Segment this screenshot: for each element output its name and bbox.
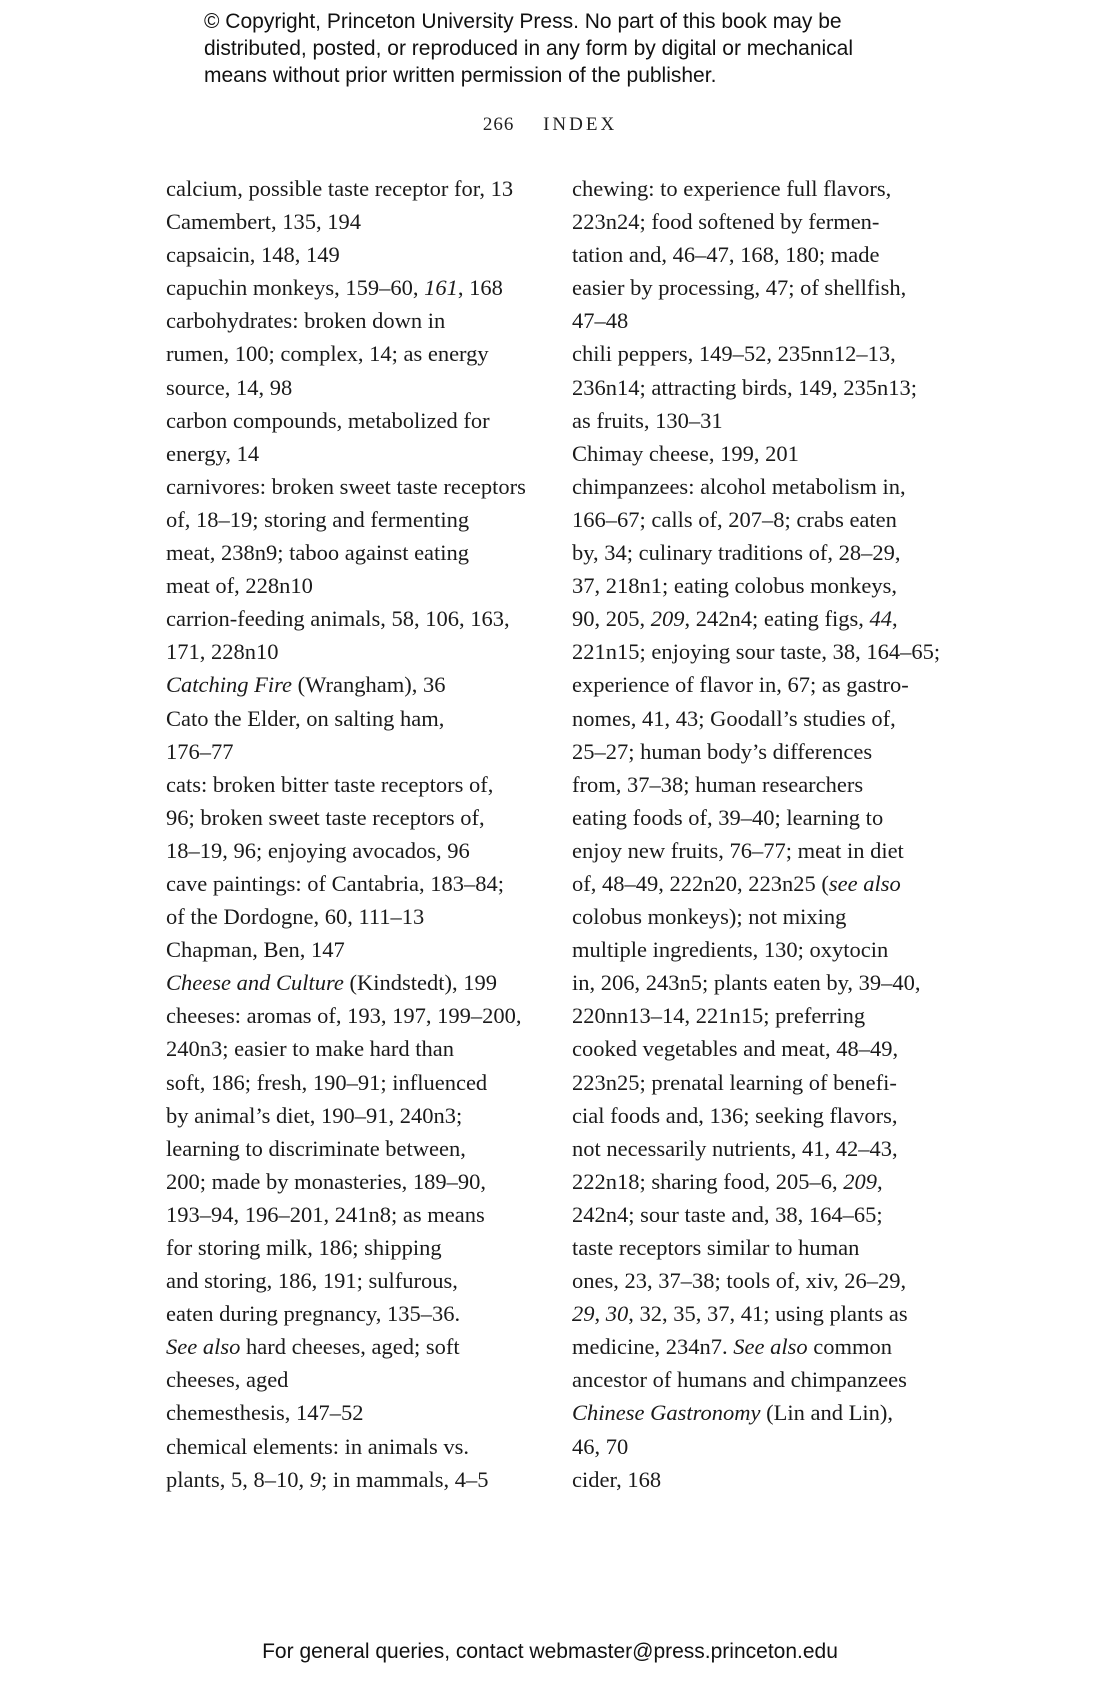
italic-segment: 9 bbox=[309, 1466, 321, 1492]
index-entry-line bbox=[166, 1032, 538, 1065]
index-entry-line bbox=[166, 1430, 538, 1463]
text-segment: carnivores: broken sweet taste receptors bbox=[166, 473, 526, 499]
copyright-notice bbox=[204, 8, 964, 89]
index-entry bbox=[166, 172, 538, 205]
index-entry bbox=[166, 304, 538, 403]
index-column-left bbox=[166, 172, 538, 1496]
index-entry-line bbox=[572, 205, 944, 238]
text-segment: , 242n4; eating figs, bbox=[684, 606, 870, 632]
index-entry bbox=[166, 768, 538, 867]
text-segment: , 168 bbox=[457, 275, 503, 301]
text-segment: 171, 228n10 bbox=[166, 639, 279, 665]
index-entry-line bbox=[572, 1198, 944, 1231]
text-segment: cave paintings: of Cantabria, 183–84; bbox=[166, 870, 505, 896]
text-segment: 240n3; easier to make hard than bbox=[166, 1036, 455, 1062]
index-entry bbox=[572, 470, 944, 1397]
text-segment: 46, 70 bbox=[572, 1433, 629, 1459]
text-segment: cider, 168 bbox=[572, 1466, 662, 1492]
italic-segment: 44 bbox=[869, 606, 892, 632]
italic-segment: 209 bbox=[843, 1168, 877, 1194]
text-segment: 221n15; enjoying sour taste, 38, 164–65; bbox=[572, 639, 941, 665]
index-entry-line bbox=[166, 1165, 538, 1198]
text-segment: ones, 23, 37–38; tools of, xiv, 26–29, bbox=[572, 1268, 907, 1294]
text-segment: for storing milk, 186; shipping bbox=[166, 1235, 442, 1260]
index-entry-line bbox=[166, 172, 538, 205]
text-segment: chemical elements: in animals vs. bbox=[166, 1433, 470, 1459]
text-segment: eating foods of, 39–40; learning to bbox=[572, 804, 884, 830]
text-segment: Cato the Elder, on salting ham, bbox=[166, 705, 445, 731]
text-segment: ; in mammals, 4–5 bbox=[321, 1466, 489, 1492]
index-entry-line bbox=[572, 668, 944, 701]
index-entry-line bbox=[572, 635, 944, 668]
index-entry-line bbox=[572, 1463, 944, 1496]
index-entry-line bbox=[572, 503, 944, 536]
text-segment: 176–77 bbox=[166, 738, 234, 764]
index-entry-line bbox=[166, 1099, 538, 1132]
italic-segment: Cheese and Culture bbox=[166, 970, 344, 996]
index-entry-line bbox=[166, 635, 538, 668]
italic-segment: 209 bbox=[650, 606, 685, 632]
index-column-right bbox=[572, 172, 944, 1496]
index-entry-line bbox=[572, 933, 944, 966]
text-segment: rumen, 100; complex, 14; as energy bbox=[166, 341, 489, 367]
text-segment: carrion-feeding animals, 58, 106, 163, bbox=[166, 606, 510, 632]
text-segment: 223n24; food softened by fermen- bbox=[572, 209, 880, 235]
index-entry-line bbox=[572, 172, 944, 205]
italic-segment: see also bbox=[828, 870, 901, 896]
index-entry-line bbox=[572, 801, 944, 834]
text-segment: hard cheeses, aged; soft bbox=[240, 1334, 460, 1360]
index-entry-line bbox=[166, 470, 538, 503]
index-entry bbox=[166, 404, 538, 470]
italic-segment: 30 bbox=[605, 1301, 629, 1327]
index-entry-line bbox=[572, 1396, 944, 1429]
text-segment: cooked vegetables and meat, 48–49, bbox=[572, 1036, 899, 1062]
index-entry-line bbox=[572, 1330, 944, 1363]
text-segment: 222n18; sharing food, 205–6, bbox=[572, 1168, 844, 1194]
italic-segment: 29 bbox=[572, 1301, 595, 1327]
text-segment: carbohydrates: broken down in bbox=[166, 308, 446, 334]
index-entry-line bbox=[572, 867, 944, 900]
text-segment: chemesthesis, 147–52 bbox=[166, 1400, 364, 1426]
text-segment: not necessarily nutrients, 41, 42–43, bbox=[572, 1135, 898, 1161]
text-segment: as fruits, 130–31 bbox=[572, 407, 723, 433]
index-entry bbox=[166, 1430, 538, 1496]
index-entry-line bbox=[166, 304, 538, 337]
text-segment: of, 48–49, 222n20, 223n25 ( bbox=[572, 870, 829, 896]
index-entry-line bbox=[166, 404, 538, 437]
text-segment: energy, 14 bbox=[166, 440, 260, 466]
text-segment: 200; made by monasteries, 189–90, bbox=[166, 1168, 486, 1194]
index-entry bbox=[166, 238, 538, 271]
running-head bbox=[0, 114, 1100, 136]
index-entry-line bbox=[572, 768, 944, 801]
text-segment: cial foods and, 136; seeking flavors, bbox=[572, 1102, 898, 1128]
index-entry bbox=[572, 172, 944, 337]
index-entry-line bbox=[166, 1396, 538, 1429]
index-entry-line bbox=[572, 238, 944, 271]
index-entry-line bbox=[166, 437, 538, 470]
text-segment: multiple ingredients, 130; oxytocin bbox=[572, 937, 889, 963]
index-entry-line bbox=[166, 503, 538, 536]
text-segment: 47–48 bbox=[572, 308, 629, 334]
index-entry-line bbox=[166, 602, 538, 635]
text-segment: chili peppers, 149–52, 235nn12–13, bbox=[572, 341, 896, 367]
index-entry-line bbox=[166, 1297, 538, 1330]
index-entry-line bbox=[572, 1363, 944, 1396]
text-segment: medicine, 234n7. bbox=[572, 1334, 734, 1360]
text-segment: capuchin monkeys, 159–60, bbox=[166, 275, 425, 301]
index-entry-line bbox=[572, 1165, 944, 1198]
text-segment: (Lin and Lin), bbox=[760, 1400, 893, 1426]
text-segment: eaten during pregnancy, 135–36. bbox=[166, 1301, 461, 1327]
index-entry bbox=[166, 602, 538, 668]
index-entry bbox=[572, 1396, 944, 1462]
italic-segment: See also bbox=[733, 1334, 808, 1360]
index-entry bbox=[572, 1463, 944, 1496]
text-segment: , bbox=[594, 1301, 606, 1327]
index-entry-line bbox=[166, 1330, 538, 1363]
italic-segment: See also bbox=[166, 1334, 241, 1360]
italic-segment: Catching Fire bbox=[166, 672, 293, 698]
index-entry-line bbox=[166, 1198, 538, 1231]
text-segment: of, 18–19; storing and fermenting bbox=[166, 506, 470, 532]
copyright-line: distributed, posted, or reproduced in any form by digital or mechanical bbox=[204, 37, 854, 60]
text-segment: carbon compounds, metabolized for bbox=[166, 407, 490, 433]
index-entry-line bbox=[166, 900, 538, 933]
index-entry-line bbox=[572, 702, 944, 735]
index-entry bbox=[166, 668, 538, 701]
index-entry-line bbox=[166, 867, 538, 900]
text-segment: by, 34; culinary traditions of, 28–29, bbox=[572, 540, 901, 566]
text-segment: cats: broken bitter taste receptors of, bbox=[166, 771, 494, 797]
index-entry bbox=[572, 437, 944, 470]
index-entry-line bbox=[572, 999, 944, 1032]
text-segment: from, 37–38; human researchers bbox=[572, 771, 864, 797]
index-entry-line bbox=[572, 337, 944, 370]
index-entry-line bbox=[572, 1231, 944, 1264]
text-segment: Chapman, Ben, 147 bbox=[166, 937, 345, 963]
text-segment: 96; broken sweet taste receptors of, bbox=[166, 804, 485, 830]
text-segment: meat, 238n9; taboo against eating bbox=[166, 540, 470, 566]
index-entry-line bbox=[572, 1066, 944, 1099]
index-entry-line bbox=[572, 1430, 944, 1463]
text-segment: capsaicin, 148, 149 bbox=[166, 242, 340, 268]
index-entry-line bbox=[166, 205, 538, 238]
index-entry-line bbox=[166, 768, 538, 801]
footer-contact bbox=[0, 1640, 1100, 1664]
text-segment: 242n4; sour taste and, 38, 164–65; bbox=[572, 1201, 883, 1227]
text-segment: 18–19, 96; enjoying avocados, 96 bbox=[166, 837, 470, 863]
index-entry-line bbox=[166, 933, 538, 966]
index-entry-line bbox=[166, 801, 538, 834]
copyright-line: means without prior written permission of the publisher. bbox=[204, 64, 717, 87]
index-entry-line bbox=[166, 536, 538, 569]
text-segment: , bbox=[876, 1168, 883, 1194]
text-segment: source, 14, 98 bbox=[166, 374, 293, 400]
index-entry-line bbox=[572, 1032, 944, 1065]
text-segment: experience of flavor in, 67; as gastro- bbox=[572, 672, 909, 698]
text-segment: Chimay cheese, 199, 201 bbox=[572, 440, 799, 466]
index-entry bbox=[166, 702, 538, 768]
index-entry-line bbox=[166, 1463, 538, 1496]
text-segment: 236n14; attracting birds, 149, 235n13; bbox=[572, 374, 917, 400]
index-entry-line bbox=[572, 1297, 944, 1330]
index-entry-line bbox=[572, 536, 944, 569]
text-segment: 220nn13–14, 221n15; preferring bbox=[572, 1003, 866, 1029]
index-entry-line bbox=[166, 834, 538, 867]
index-entry-line bbox=[166, 702, 538, 735]
text-segment: taste receptors similar to human bbox=[572, 1235, 860, 1260]
text-segment: , bbox=[891, 606, 898, 632]
text-segment: soft, 186; fresh, 190–91; influenced bbox=[166, 1069, 488, 1095]
text-segment: and storing, 186, 191; sulfurous, bbox=[166, 1268, 458, 1294]
text-segment: 193–94, 196–201, 241n8; as means bbox=[166, 1201, 485, 1227]
text-segment: by animal’s diet, 190–91, 240n3; bbox=[166, 1102, 463, 1128]
text-segment: in, 206, 243n5; plants eaten by, 39–40, bbox=[572, 970, 921, 996]
index-entry-line bbox=[572, 966, 944, 999]
index-entry-line bbox=[166, 1231, 538, 1264]
index-entry-line bbox=[572, 437, 944, 470]
page-number: 266 bbox=[482, 114, 515, 135]
index-entry bbox=[166, 933, 538, 966]
text-segment: easier by processing, 47; of shellfish, bbox=[572, 275, 907, 301]
index-entry-line bbox=[572, 900, 944, 933]
text-segment: (Wrangham), 36 bbox=[292, 672, 446, 698]
index-entry bbox=[166, 205, 538, 238]
text-segment: (Kindstedt), 199 bbox=[343, 970, 497, 996]
text-segment: colobus monkeys); not mixing bbox=[572, 904, 847, 930]
index-entry bbox=[166, 999, 538, 1396]
text-segment: learning to discriminate between, bbox=[166, 1135, 466, 1161]
copyright-line: © Copyright, Princeton University Press. No part of this book may be bbox=[204, 10, 842, 33]
index-entry bbox=[166, 271, 538, 304]
index-entry-line bbox=[572, 404, 944, 437]
index-entry-line bbox=[166, 966, 538, 999]
index-entry-line bbox=[166, 271, 538, 304]
text-segment: 25–27; human body’s differences bbox=[572, 738, 873, 764]
index-entry bbox=[166, 867, 538, 933]
text-segment: chewing: to experience full flavors, bbox=[572, 176, 892, 201]
index-entry bbox=[572, 337, 944, 436]
index-entry bbox=[166, 1396, 538, 1429]
text-segment: 166–67; calls of, 207–8; crabs eaten bbox=[572, 506, 897, 532]
index-entry-line bbox=[166, 1264, 538, 1297]
index-entry-line bbox=[572, 1099, 944, 1132]
text-segment: ancestor of humans and chimpanzees bbox=[572, 1367, 907, 1393]
text-segment: nomes, 41, 43; Goodall’s studies of, bbox=[572, 705, 896, 731]
text-segment: cheeses: aromas of, 193, 197, 199–200, bbox=[166, 1003, 522, 1029]
text-segment: cheeses, aged bbox=[166, 1367, 289, 1393]
text-segment: 37, 218n1; eating colobus monkeys, bbox=[572, 573, 897, 599]
index-entry-line bbox=[166, 999, 538, 1032]
index-entry-line bbox=[166, 1132, 538, 1165]
text-segment: Camembert, 135, 194 bbox=[166, 209, 361, 235]
text-segment: common bbox=[807, 1334, 892, 1360]
text-segment: tation and, 46–47, 168, 180; made bbox=[572, 242, 880, 268]
index-entry bbox=[166, 470, 538, 602]
index-entry-line bbox=[572, 470, 944, 503]
italic-segment: 161 bbox=[424, 275, 458, 301]
index-entry-line bbox=[166, 1363, 538, 1396]
index-entry-line bbox=[166, 371, 538, 404]
index-entry-line bbox=[572, 371, 944, 404]
index-entry-line bbox=[572, 304, 944, 337]
index-entry-line bbox=[166, 238, 538, 271]
footer-text: For general queries, contact webmaster@press.princeton.edu bbox=[262, 1640, 838, 1663]
text-segment: plants, 5, 8–10, bbox=[166, 1466, 310, 1492]
index-entry-line bbox=[166, 735, 538, 768]
index-entry-line bbox=[572, 602, 944, 635]
text-segment: chimpanzees: alcohol metabolism in, bbox=[572, 473, 906, 499]
index-entry-line bbox=[166, 668, 538, 701]
section-title: INDEX bbox=[543, 114, 618, 135]
text-segment: 90, 205, bbox=[572, 606, 651, 632]
text-segment: calcium, possible taste receptor for, 13 bbox=[166, 176, 514, 201]
text-segment: meat of, 228n10 bbox=[166, 573, 313, 599]
index-entry-line bbox=[166, 337, 538, 370]
text-segment: , 32, 35, 37, 41; using plants as bbox=[628, 1301, 908, 1327]
index-entry-line bbox=[572, 569, 944, 602]
index-entry-line bbox=[572, 735, 944, 768]
index-entry-line bbox=[572, 1132, 944, 1165]
index-entry-line bbox=[166, 569, 538, 602]
text-segment: enjoy new fruits, 76–77; meat in diet bbox=[572, 837, 904, 863]
index-entry-line bbox=[572, 271, 944, 304]
index-entry-line bbox=[166, 1066, 538, 1099]
italic-segment: Chinese Gastronomy bbox=[572, 1400, 761, 1426]
text-segment: of the Dordogne, 60, 111–13 bbox=[166, 904, 425, 930]
index-entry bbox=[166, 966, 538, 999]
index-entry-line bbox=[572, 834, 944, 867]
text-segment: 223n25; prenatal learning of benefi- bbox=[572, 1069, 897, 1095]
index-entry-line bbox=[572, 1264, 944, 1297]
